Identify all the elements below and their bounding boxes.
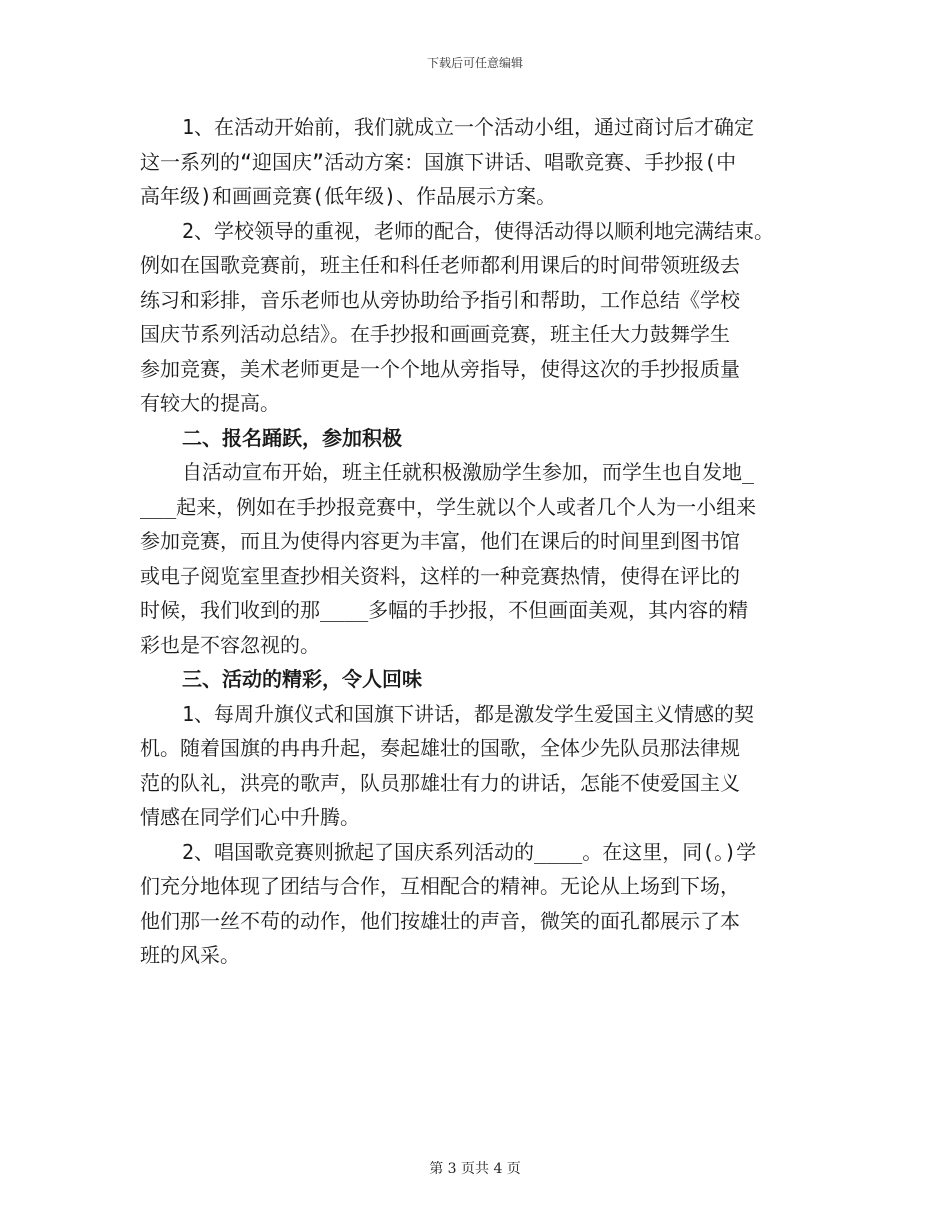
text-line: 练习和彩排，音乐老师也从旁协助给予指引和帮助，工作总结《学校 [140, 287, 740, 312]
text-line: 们充分地体现了团结与合作，互相配合的精神。无论从上场到下场， [140, 874, 740, 898]
text-line: 1、在活动开始前，我们就成立一个活动小组，通过商讨后才确定 [182, 115, 755, 139]
text-line: 范的队礼，洪亮的歌声，队员那雄壮有力的讲话，怎能不使爱国主义 [140, 770, 740, 795]
text-line: 情感在同学们心中升腾。 [140, 805, 360, 829]
page-header: 下载后可任意编辑 [426, 56, 523, 70]
text-line: 2、学校领导的重视，老师的配合，使得活动得以顺利地完满结束。 [182, 218, 775, 243]
text-line: 这一系列的“迎国庆”活动方案：国旗下讲话、唱歌竞赛、手抄报(中 [140, 149, 737, 174]
text-line: 彩也是不容忽视的。 [140, 632, 320, 657]
page-footer: 第 3 页共 4 页 [429, 1161, 521, 1177]
paragraph [140, 697, 830, 835]
text-line: 自活动宣布开始，班主任就积极激励学生参加，而学生也自发地_ [182, 460, 755, 484]
text-line: 他们那一丝不苟的动作，他们按雄壮的声音，微笑的面孔都展示了本 [140, 908, 740, 933]
section-heading: 二、报名踊跃，参加积极 [182, 425, 402, 450]
text-line: 或电子阅览室里查抄相关资料，这样的一种竞赛热情，使得在评比的 [140, 563, 740, 588]
text-line: 参加竞赛，而且为使得内容更为丰富，他们在课后的时间里到图书馆 [140, 529, 740, 553]
section-heading: 三、活动的精彩，令人回味 [182, 667, 422, 691]
text-line: 有较大的提高。 [140, 391, 280, 415]
text-line: 高年级)和画画竞赛(低年级)、作品展示方案。 [140, 184, 557, 208]
paragraph [140, 835, 830, 973]
document-body [140, 110, 830, 973]
text-line: 1、每周升旗仪式和国旗下讲话，都是激发学生爱国主义情感的契 [182, 701, 755, 726]
paragraph [140, 110, 830, 214]
text-line: 时候，我们收到的那____多幅的手抄报，不但画面美观，其内容的精 [140, 598, 749, 622]
text-line: ___起来，例如在手抄报竞赛中，学生就以个人或者几个人为一小组来 [140, 494, 757, 519]
paragraph [140, 455, 830, 662]
paragraph [140, 214, 830, 421]
text-line: 国庆节系列活动总结》。在手抄报和画画竞赛，班主任大力鼓舞学生 [140, 322, 730, 346]
text-line: 例如在国歌竞赛前，班主任和科任老师都利用课后的时间带领班级去 [140, 253, 740, 277]
text-line: 班的风采。 [140, 943, 240, 967]
text-line: 2、唱国歌竞赛则掀起了国庆系列活动的____。在这里，同(。)学 [182, 839, 757, 864]
text-line: 参加竞赛，美术老师更是一个个地从旁指导，使得这次的手抄报质量 [140, 356, 740, 381]
text-line: 机。随着国旗的冉冉升起，奏起雄壮的国歌，全体少先队员那法律规 [140, 736, 740, 760]
